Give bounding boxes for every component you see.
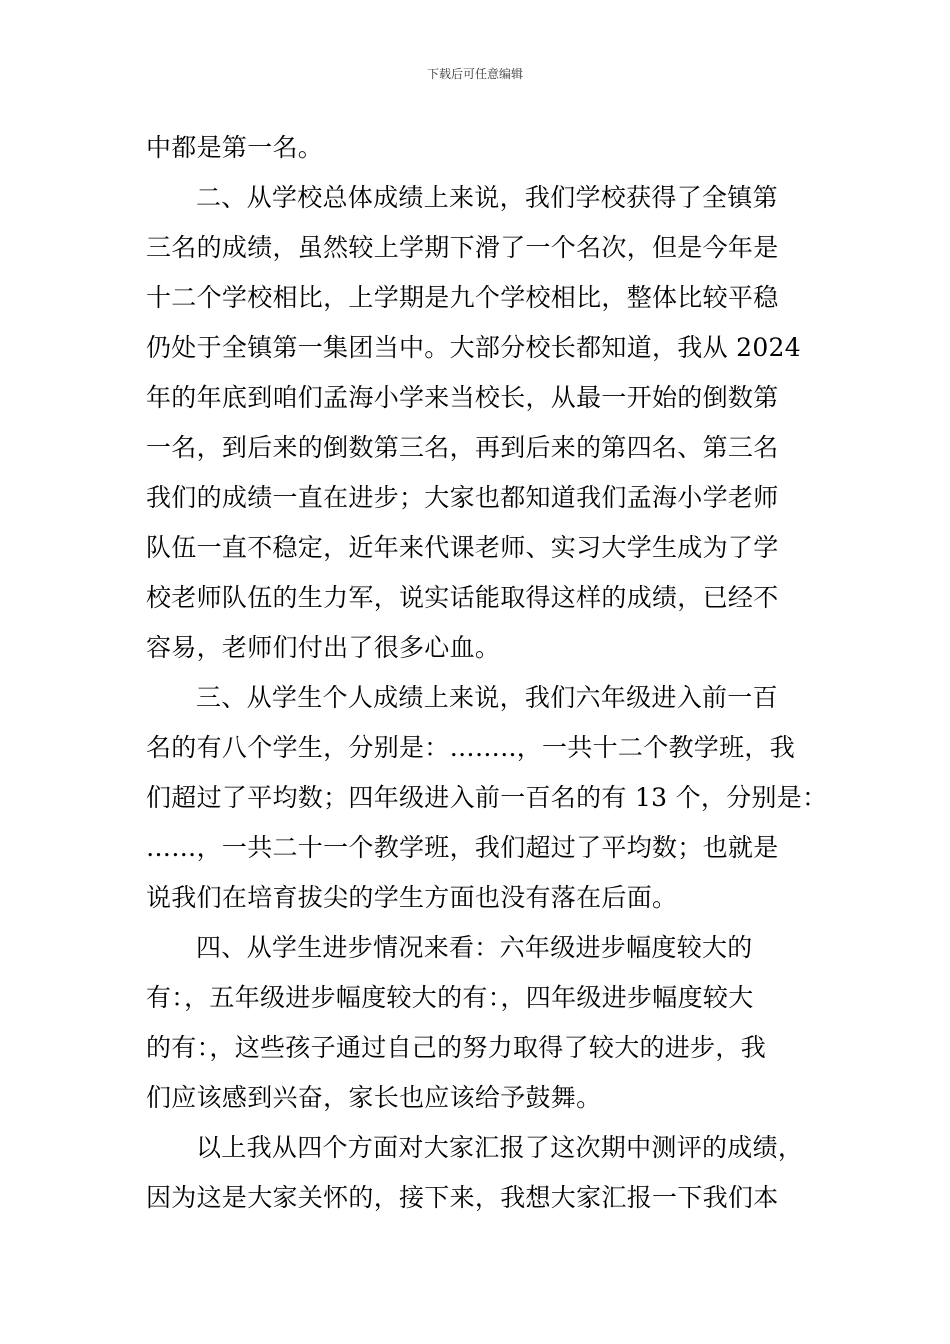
text-line: 仍处于全镇第一集团当中。大部分校长都知道，我从 2024 bbox=[146, 333, 801, 362]
text-line: 一名，到后来的倒数第三名，再到后来的第四名、第三名 bbox=[146, 433, 779, 462]
text-line: 队伍一直不稳定，近年来代课老师、实习大学生成为了学 bbox=[146, 533, 779, 562]
text-line: 因为这是大家关怀的，接下来，我想大家汇报一下我们本 bbox=[146, 1183, 779, 1212]
text-line: 校老师队伍的生力军，说实话能取得这样的成绩，已经不 bbox=[146, 583, 779, 612]
text-line: 四、从学生进步情况来看：六年级进步幅度较大的 bbox=[196, 933, 753, 962]
text-line: ……，一共二十一个教学班，我们超过了平均数；也就是 bbox=[146, 833, 779, 862]
text-line: 有：，五年级进步幅度较大的有：，四年级进步幅度较大 bbox=[146, 983, 754, 1012]
text-line: 容易，老师们付出了很多心血。 bbox=[146, 633, 501, 662]
text-line: 的有：，这些孩子通过自己的努力取得了较大的进步，我 bbox=[146, 1033, 767, 1062]
text-line: 们超过了平均数；四年级进入前一百名的有 13 个，分别是： bbox=[146, 783, 828, 812]
text-line: 以上我从四个方面对大家汇报了这次期中测评的成绩， bbox=[196, 1133, 804, 1162]
text-line: 年的年底到咱们孟海小学来当校长，从最一开始的倒数第 bbox=[146, 383, 779, 412]
text-line: 十二个学校相比，上学期是九个学校相比，整体比较平稳 bbox=[146, 283, 779, 312]
page-header: 下载后可任意编辑 bbox=[426, 67, 523, 81]
text-line: 中都是第一名。 bbox=[146, 133, 324, 162]
text-line: 说我们在培育拔尖的学生方面也没有落在后面。 bbox=[146, 883, 678, 912]
text-line: 们应该感到兴奋，家长也应该给予鼓舞。 bbox=[146, 1083, 602, 1112]
text-line: 名的有八个学生，分别是：……..，一共十二个教学班，我 bbox=[146, 733, 795, 762]
text-line: 二、从学校总体成绩上来说，我们学校获得了全镇第 bbox=[196, 183, 778, 212]
text-line: 我们的成绩一直在进步；大家也都知道我们孟海小学老师 bbox=[146, 483, 779, 512]
text-line: 三、从学生个人成绩上来说，我们六年级进入前一百 bbox=[196, 683, 778, 712]
text-line: 三名的成绩，虽然较上学期下滑了一个名次，但是今年是 bbox=[146, 233, 779, 262]
